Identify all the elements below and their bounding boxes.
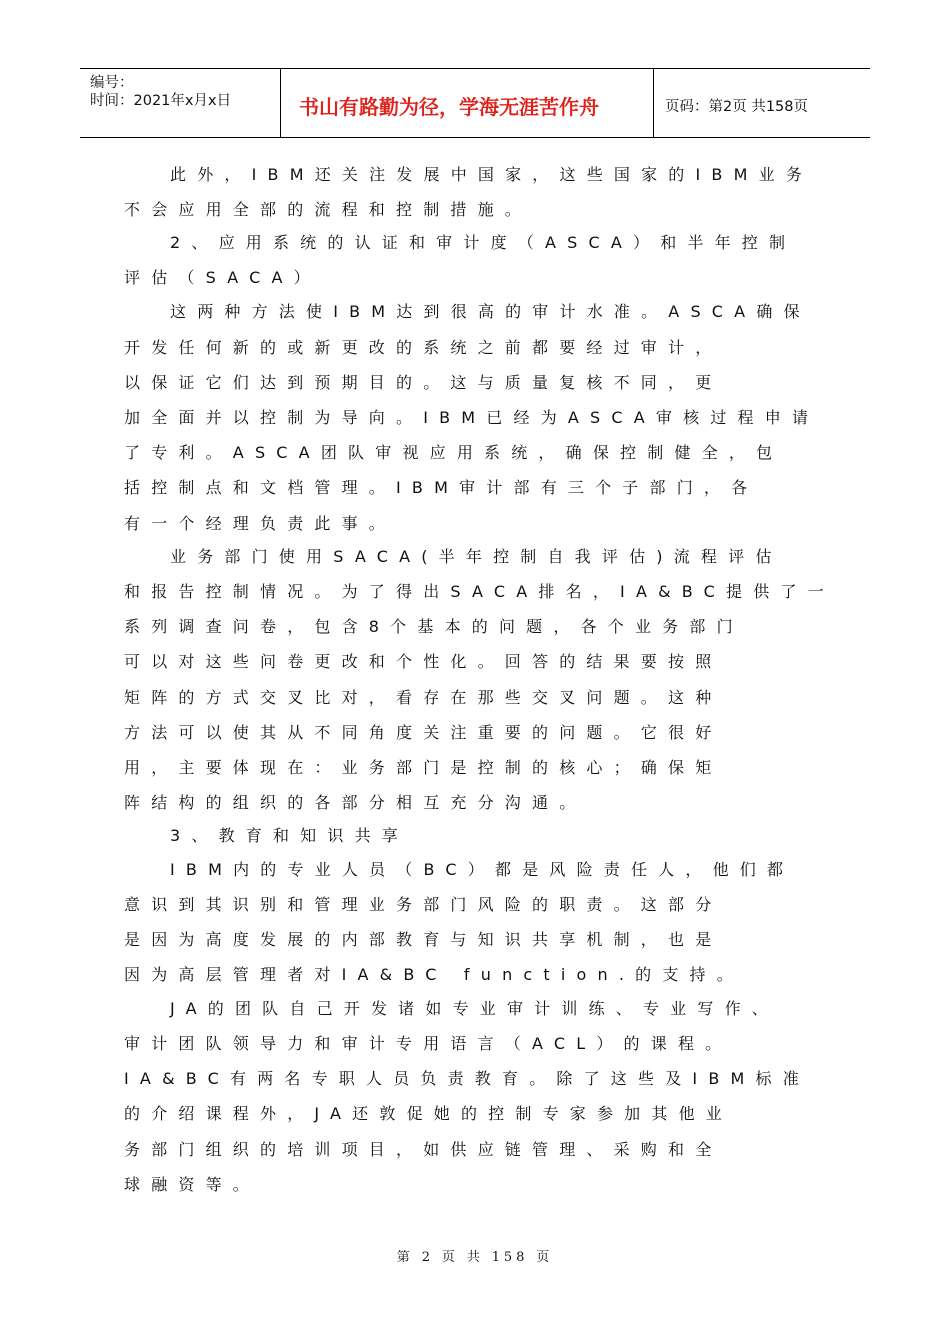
text-line: 此外，IBM还关注发展中国家，这些国家的IBM业务 — [170, 165, 814, 184]
text-line: 有一个经理负责此事。 — [124, 514, 397, 533]
text-line: 务部门组织的培训项目，如供应链管理、采购和全 — [124, 1140, 723, 1159]
text-line: 括控制点和文档管理。IBM审计部有三个子部门，各 — [124, 478, 759, 497]
text-line: 系列调查问卷，包含8个基本的问题，各个业务部门 — [124, 617, 744, 636]
text-line: 了专利。ASCA团队审视应用系统，确保控制健全，包 — [124, 443, 784, 462]
text-line: 业务部门使用SACA(半年控制自我评估)流程评估 — [170, 547, 783, 566]
text-line: 是因为高度发展的内部教育与知识共享机制，也是 — [124, 930, 723, 949]
text-line: 以保证它们达到预期目的。这与质量复核不同，更 — [124, 373, 723, 392]
header-left-cell — [80, 69, 281, 137]
page-footer: 第 2 页 共 158 页 — [396, 1250, 554, 1265]
document-number: 编号： — [90, 75, 134, 91]
page-header — [80, 68, 870, 138]
text-line: IA&BC有两名专职人员负责教育。除了这些及IBM标准 — [124, 1069, 810, 1088]
header-motto: 书山有路勤为径，学海无涯苦作舟 — [299, 95, 599, 119]
text-line: 阵结构的组织的各部分相互充分沟通。 — [124, 793, 587, 812]
text-line: 3、教育和知识共享 — [170, 826, 409, 845]
text-line: 矩阵的方式交叉比对，看存在那些交叉问题。这种 — [124, 688, 723, 707]
text-line: 不会应用全部的流程和控制措施。 — [124, 200, 533, 219]
text-line: 这两种方法使IBM达到很高的审计水准。ASCA确保 — [170, 302, 811, 321]
text-line: 用，主要体现在：业务部门是控制的核心；确保矩 — [124, 758, 723, 777]
text-line: 开发任何新的或新更改的系统之前都要经过审计， — [124, 338, 723, 357]
text-line: 2、应用系统的认证和审计度（ASCA）和半年控制 — [170, 233, 797, 252]
text-line: 和报告控制情况。为了得出SACA排名，IA&BC提供了一 — [124, 582, 835, 601]
text-line: 因为高层管理者对IA&BC function.的支持。 — [124, 965, 744, 984]
header-motto-cell — [281, 69, 654, 137]
document-time: 时间：2021年x月x日 — [90, 93, 232, 109]
text-line: 的介绍课程外，JA还敦促她的控制专家参加其他业 — [124, 1104, 733, 1123]
text-line: 方法可以使其从不同角度关注重要的问题。它很好 — [124, 723, 723, 742]
text-line: 球融资等。 — [124, 1175, 261, 1194]
text-line: 可以对这些问卷更改和个性化。回答的结果要按照 — [124, 652, 723, 671]
text-line: 评估（SACA） — [124, 268, 321, 287]
text-line: IBM内的专业人员（BC）都是风险责任人，他们都 — [170, 860, 795, 879]
text-line: JA的团队自己开发诸如专业审计训练、专业写作、 — [170, 999, 779, 1018]
text-line: 审计团队领导力和审计专用语言（ACL）的课程。 — [124, 1034, 733, 1053]
text-line: 加全面并以控制为导向。IBM已经为ASCA审核过程申请 — [124, 408, 820, 427]
text-line: 意识到其识别和管理业务部门风险的职责。这部分 — [124, 895, 723, 914]
header-page-number: 页码：第2页 共158页 — [665, 99, 809, 115]
